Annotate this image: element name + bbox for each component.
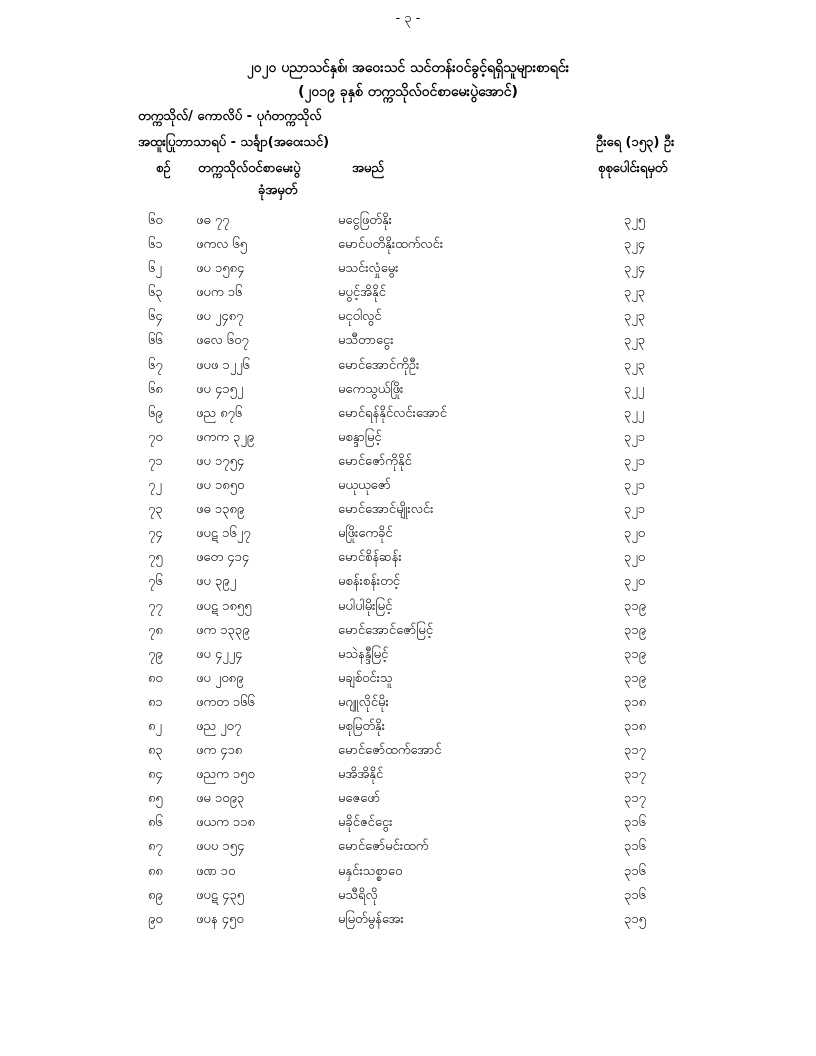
table-row	[0, 742, 816, 766]
row-serial-no: ၈၇	[148, 839, 163, 855]
table-row	[0, 236, 816, 260]
table-row	[0, 911, 816, 935]
row-total-marks: ၃၂၀	[624, 526, 646, 542]
row-serial-no: ၆၉	[148, 405, 163, 421]
row-roll-number: ဖပပ ၁၅၄	[196, 839, 245, 855]
row-roll-number: ဖတေ ၄၁၄	[196, 550, 250, 566]
row-roll-number: ဖယက ၁၁၈	[196, 815, 255, 831]
table-row	[0, 887, 816, 911]
row-name: မမြတ်မွန်အေး	[338, 911, 404, 927]
row-serial-no: ၆၀	[148, 213, 163, 228]
table-row	[0, 622, 816, 646]
row-name: မသဲနန္ဒီမြင့်	[338, 646, 389, 662]
table-row	[0, 212, 816, 236]
row-total-marks: ၃၂၀	[624, 550, 646, 566]
table-row	[0, 429, 816, 453]
table-row	[0, 863, 816, 887]
row-total-marks: ၃၂၃	[624, 357, 646, 373]
row-total-marks: ၃၁၆	[624, 887, 646, 903]
row-serial-no: ၈၂	[148, 718, 162, 734]
row-roll-number: ဖကတ ၁၆၆	[196, 694, 255, 710]
row-name: မနှင်းသစ္စာဝေ	[338, 863, 403, 879]
student-list	[0, 212, 816, 935]
row-serial-no: ၈၄	[148, 767, 163, 783]
header-name: အမည်	[352, 161, 384, 176]
row-total-marks: ၃၁၉	[624, 670, 646, 686]
row-serial-no: ၆၁	[148, 237, 163, 253]
row-roll-number: ဖပဋ ၁၆၂၇	[196, 526, 251, 542]
row-roll-number: ဖဏ ၁၀	[196, 863, 236, 879]
row-name: မစန်းစန်းတင့်	[338, 574, 400, 590]
row-roll-number: ဖပ ၂၄၈၇	[196, 309, 244, 325]
row-roll-number: ဖညက ၁၅၀	[196, 767, 255, 783]
row-total-marks: ၃၁၉	[624, 646, 646, 662]
row-roll-number: ဖပက ၁၆	[196, 285, 243, 301]
row-roll-number: ဖပ ၄၁၅၂	[196, 381, 244, 397]
table-row	[0, 718, 816, 742]
row-total-marks: ၃၂၄	[624, 261, 646, 277]
row-total-marks: ၃၁၆	[624, 815, 646, 831]
row-serial-no: ၇၂	[148, 478, 162, 494]
row-roll-number: ဖည ၂၀၇	[196, 718, 242, 734]
row-name: မောင်အောင်မျိုးလင်း	[338, 502, 434, 518]
row-roll-number: ဖပဋ ၁၈၅၅	[196, 598, 252, 614]
table-row	[0, 260, 816, 284]
row-total-marks: ၃၂၁	[624, 429, 646, 445]
row-serial-no: ၇၉	[148, 646, 163, 662]
row-name: မောင်ပတိနိုးထက်လင်း	[338, 237, 444, 253]
header-roll-number-line2: ခုံအမှတ်	[258, 183, 298, 198]
row-total-marks: ၃၁၈	[624, 694, 647, 710]
row-total-marks: ၃၂၃	[624, 309, 646, 325]
row-roll-number: ဖလေ ၆၀၇	[196, 333, 249, 349]
row-total-marks: ၃၂၁	[624, 453, 646, 469]
row-name: မခိုင်ဇင်ငွေး	[338, 815, 393, 831]
row-serial-no: ၇၀	[148, 429, 163, 445]
row-roll-number: ဖပ ၂၀၈၉	[196, 670, 244, 686]
header-total-marks: စုစုပေါင်းရမှတ်	[598, 161, 668, 176]
row-serial-no: ၇၅	[148, 550, 163, 566]
row-roll-number: ဖပ ၁၅၈၄	[196, 261, 245, 277]
row-serial-no: ၈၈	[148, 863, 163, 879]
row-name: မငုဝါလွင်	[338, 309, 382, 325]
row-total-marks: ၃၁၆	[624, 863, 646, 879]
table-row	[0, 477, 816, 501]
header-roll-number: တက္ကသိုလ်ဝင်စာမေးပွဲ	[198, 161, 301, 176]
row-serial-no: ၈၃	[148, 743, 163, 759]
row-name: မောင်ဇော်မင်းထက်	[338, 839, 429, 855]
row-serial-no: ၈၆	[148, 815, 163, 831]
table-row	[0, 501, 816, 525]
row-roll-number: ဖပ ၄၂၂၄	[196, 646, 243, 662]
row-total-marks: ၃၁၉	[624, 598, 646, 614]
table-row	[0, 332, 816, 356]
row-serial-no: ၈၁	[148, 694, 163, 710]
table-row	[0, 549, 816, 573]
row-name: မစုမြတ်နိုး	[338, 718, 386, 734]
row-serial-no: ၈၀	[148, 670, 163, 686]
row-total-marks: ၃၂၃	[624, 285, 646, 301]
document-subtitle: (၂၀၁၉ ခုနှစ် တက္ကသိုလ်ဝင်စာမေးပွဲအောင်)	[298, 84, 518, 100]
row-serial-no: ၈၉	[148, 887, 163, 903]
row-total-marks: ၃၂၁	[624, 502, 646, 518]
row-total-marks: ၃၂၁	[624, 478, 646, 494]
row-name: မောင်ဇော်ကိုနိုင်	[338, 453, 412, 469]
row-roll-number: ဖပန ၄၅၀	[196, 911, 244, 927]
row-name: မပွင့်အိနိုင်	[338, 285, 386, 301]
table-row	[0, 381, 816, 405]
row-serial-no: ၆၄	[148, 309, 163, 325]
row-name: မောင်ရန်နိုင်လင်းအောင်	[338, 405, 447, 421]
table-row	[0, 405, 816, 429]
row-name: မသီတာငွေး	[338, 333, 394, 349]
row-name: မငွေဖြတ်နိုး	[338, 213, 392, 228]
row-roll-number: ဖကလ ၆၅	[196, 237, 248, 253]
row-serial-no: ၆၂	[148, 261, 162, 277]
table-row	[0, 308, 816, 332]
document-title: ၂၀၂၀ ပညာသင်နှစ်၊ အဝေးသင် သင်တန်းဝင်ခွင့်ရရှိသူများစာရင်း	[246, 60, 570, 76]
table-row	[0, 573, 816, 597]
row-total-marks: ၃၂၂	[624, 405, 645, 421]
row-total-marks: ၃၁၇	[624, 791, 646, 807]
row-roll-number: ဖပ ၁၇၅၄	[196, 453, 245, 469]
row-serial-no: ၆၇	[148, 357, 163, 373]
page-number: - ၃ -	[395, 11, 421, 26]
row-roll-number: ဖပဖ ၁၂၂၆	[196, 357, 250, 373]
row-total-marks: ၃၁၉	[624, 622, 646, 638]
table-row	[0, 670, 816, 694]
table-row	[0, 357, 816, 381]
table-row	[0, 694, 816, 718]
row-roll-number: ဖပ ၃၉၂	[196, 574, 236, 590]
subject-label: အထူးပြုဘာသာရပ် - သင်္ချာ(အဝေးသင်)	[138, 135, 330, 150]
row-roll-number: ဖက ၁၃၃၉	[196, 622, 250, 638]
row-name: မအိအိနိုင်	[338, 767, 384, 783]
row-serial-no: ၆၆	[148, 333, 163, 349]
table-row	[0, 525, 816, 549]
row-name: မောင်စိန်ဆန်း	[338, 550, 402, 566]
row-total-marks: ၃၂၅	[624, 213, 646, 228]
row-roll-number: ဖမ ၁၀၉၃	[196, 791, 245, 807]
row-name: မဇေဖော်	[338, 791, 381, 807]
row-serial-no: ၇၃	[148, 502, 163, 518]
row-total-marks: ၃၂၂	[624, 381, 645, 397]
table-row	[0, 814, 816, 838]
row-serial-no: ၇၆	[148, 574, 163, 590]
table-row	[0, 646, 816, 670]
row-total-marks: ၃၁၇	[624, 743, 646, 759]
row-roll-number: ဖက ၄၁၈	[196, 743, 243, 759]
row-name: မစန္ဒာမြင့်	[338, 429, 382, 445]
row-name: မောင်အောင်ကိုဦး	[338, 357, 420, 373]
table-row	[0, 790, 816, 814]
row-roll-number: ဖပ ၁၈၅၀	[196, 478, 245, 494]
row-name: မပါပါမိုးမြင့်	[338, 598, 393, 614]
row-roll-number: ဖဓ ၇၇	[196, 213, 230, 228]
row-total-marks: ၃၁၆	[624, 839, 646, 855]
table-row	[0, 453, 816, 477]
row-roll-number: ဖည ၈၇၆	[196, 405, 243, 421]
row-name: မသင်းလှုံမွေး	[338, 261, 399, 277]
row-total-marks: ၃၂၄	[624, 237, 646, 253]
row-serial-no: ၈၅	[148, 791, 163, 807]
row-name: မယုယုဇော်	[338, 478, 391, 494]
row-serial-no: ၆၃	[148, 285, 163, 301]
row-serial-no: ၆၈	[148, 381, 163, 397]
row-name: မသီရိလို	[338, 887, 378, 903]
header-serial-no: စဉ်	[156, 161, 171, 176]
row-total-marks: ၃၁၇	[624, 767, 646, 783]
table-row	[0, 284, 816, 308]
total-count: ဦးရေ (၁၅၃) ဦး	[596, 135, 675, 150]
row-serial-no: ၇၁	[148, 453, 163, 469]
table-row	[0, 598, 816, 622]
row-serial-no: ၇၈	[148, 622, 163, 638]
table-row	[0, 766, 816, 790]
row-name: မဖြိုးကေခိုင်	[338, 526, 393, 542]
row-name: မောင်ဇော်ထက်အောင်	[338, 743, 442, 759]
row-roll-number: ဖဓ ၁၃၈၉	[196, 502, 245, 518]
university-label: တက္ကသိုလ်/ ကောလိပ် - ပုဂံတက္ကသိုလ်	[138, 109, 322, 124]
row-serial-no: ၇၄	[148, 526, 163, 542]
row-name: မဂျူလိုင်မိုး	[338, 694, 389, 710]
row-total-marks: ၃၂၃	[624, 333, 646, 349]
row-total-marks: ၃၁၈	[624, 718, 647, 734]
row-serial-no: ၉၀	[148, 911, 163, 927]
row-roll-number: ဖကက ၃၂၉	[196, 429, 255, 445]
row-name: မကေသွယ်ဖြိုး	[338, 381, 404, 397]
table-row	[0, 838, 816, 862]
row-name: မောင်အောင်ဇော်မြင့်	[338, 622, 434, 638]
row-total-marks: ၃၂၀	[624, 574, 646, 590]
row-serial-no: ၇၇	[148, 598, 163, 614]
row-roll-number: ဖပဋ ၄၃၅	[196, 887, 245, 903]
row-name: မချစ်ဝင်းသူ	[338, 670, 393, 686]
row-total-marks: ၃၁၅	[624, 911, 646, 927]
